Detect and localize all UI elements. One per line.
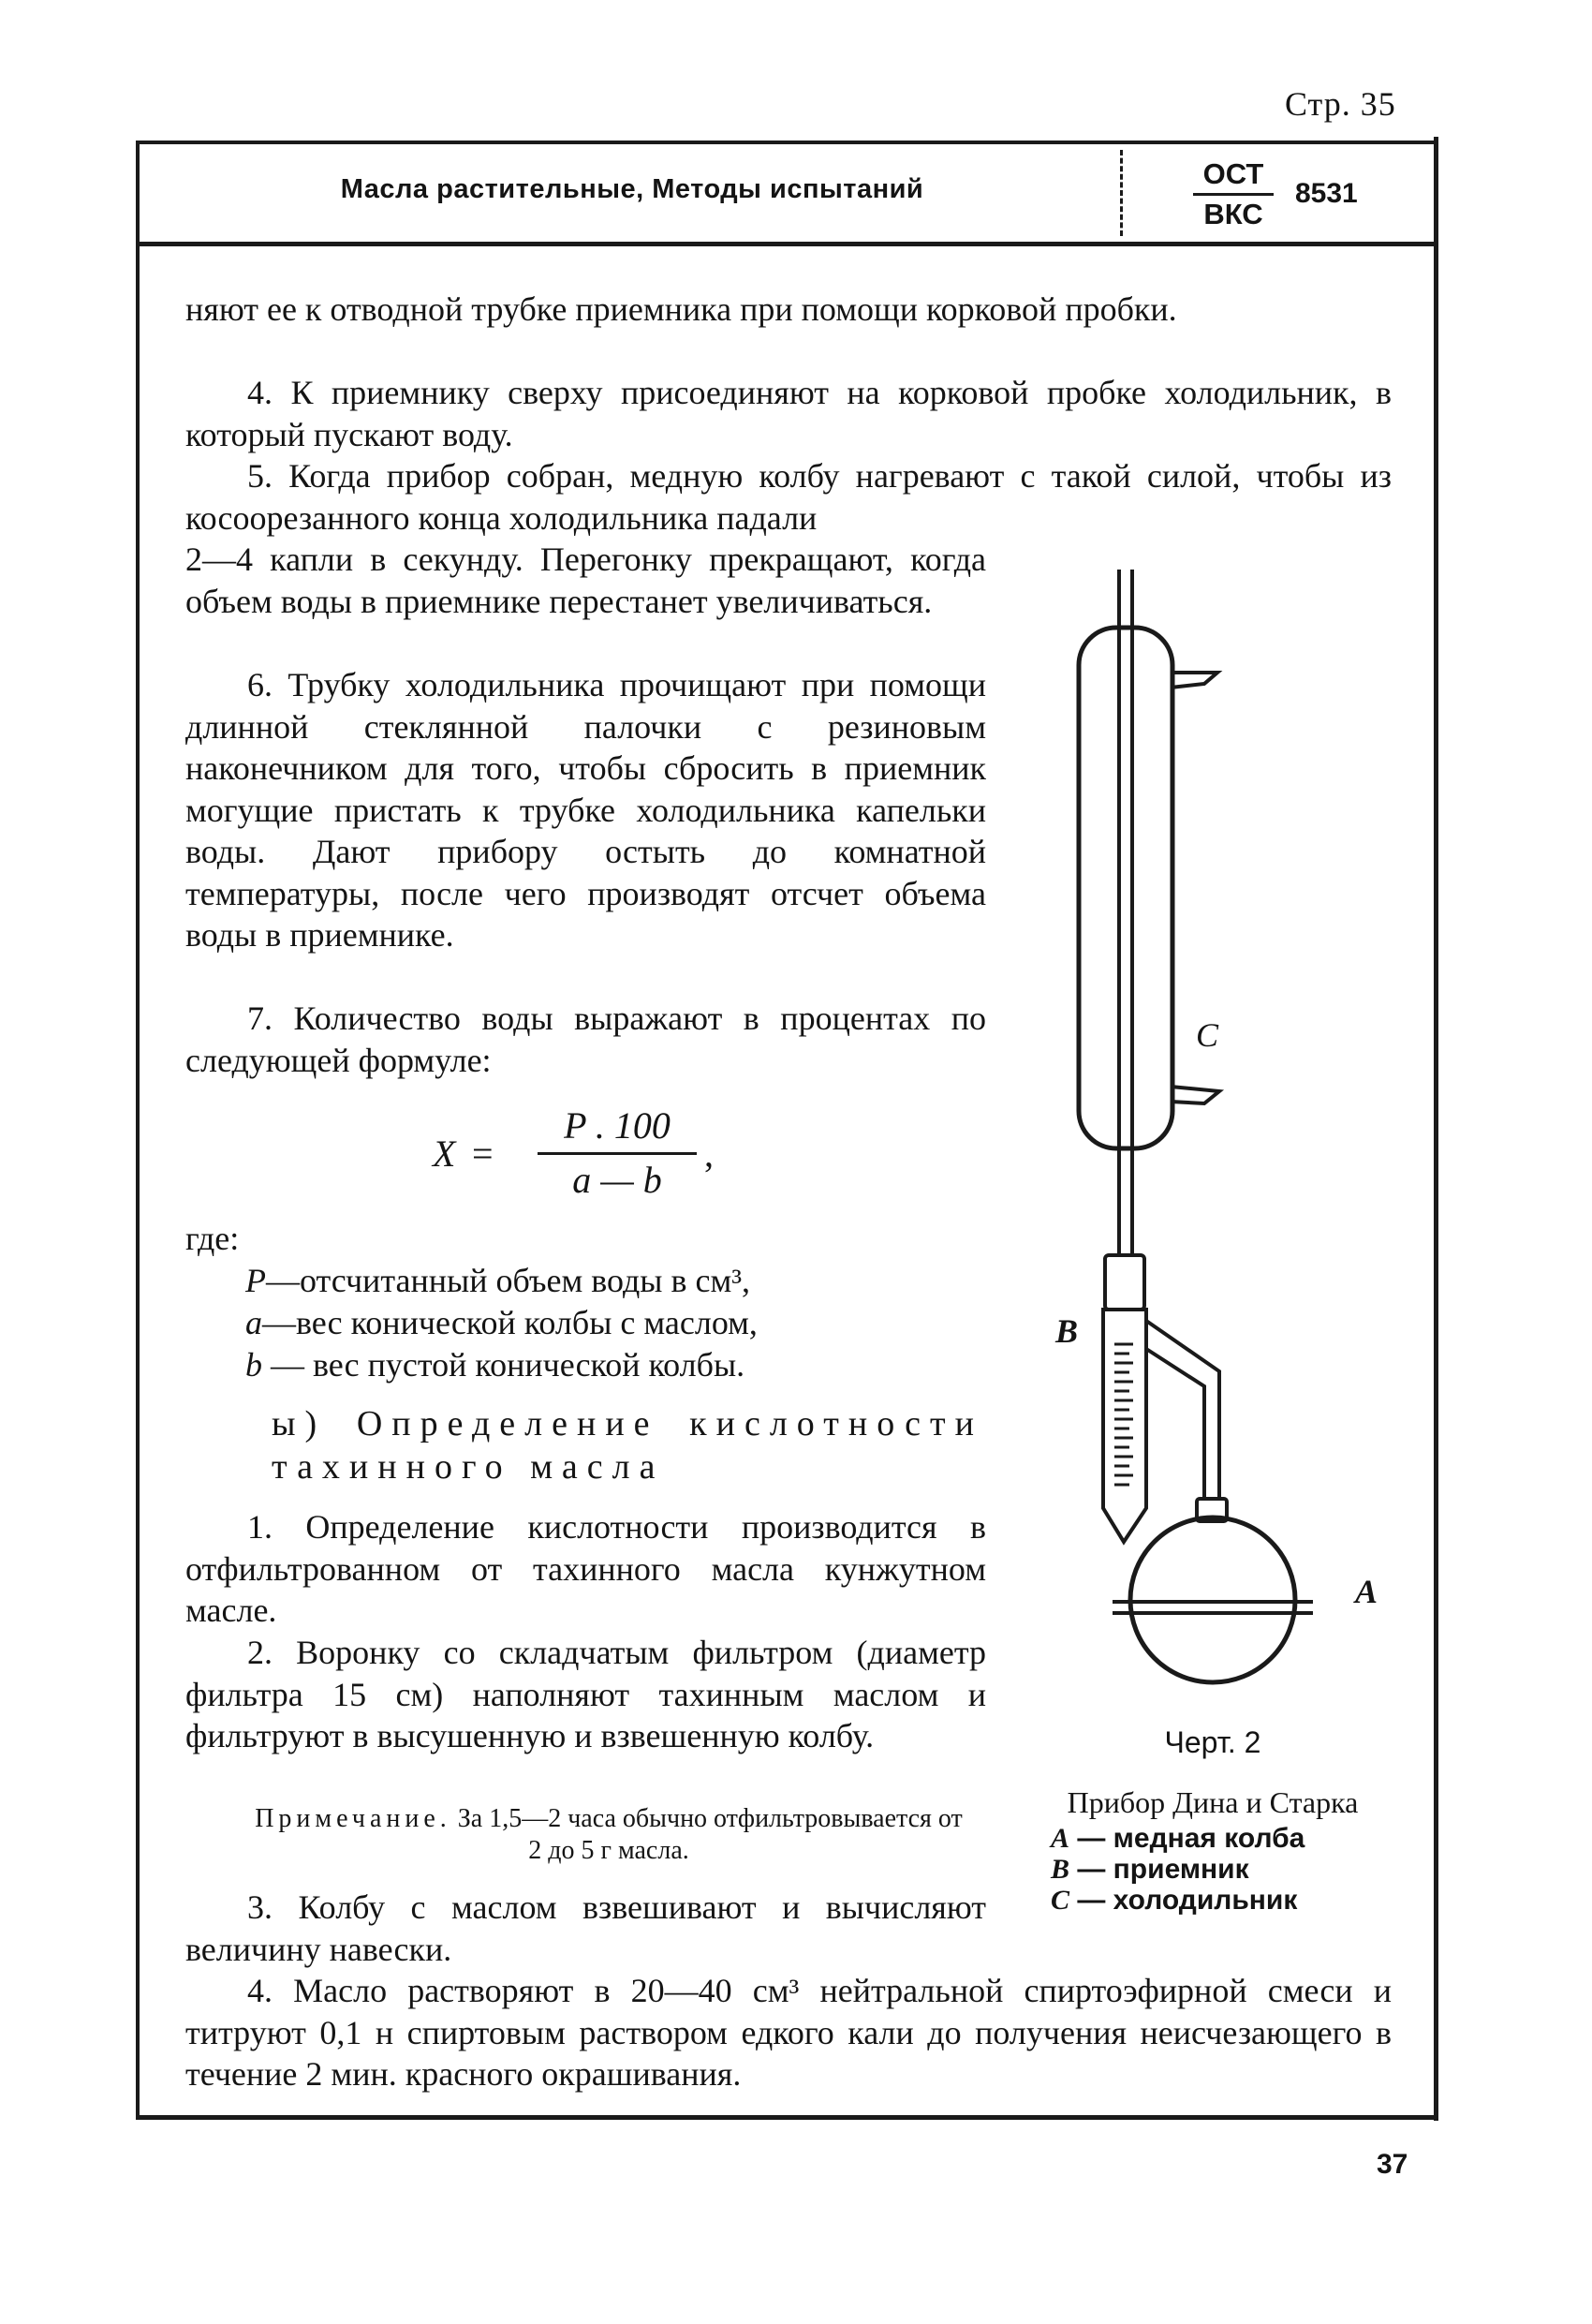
definition-text: —вес конической колбы с маслом, xyxy=(262,1304,758,1341)
figure-label-condenser: C xyxy=(1196,1016,1219,1054)
formula-equals: = xyxy=(472,1132,494,1175)
paragraph-section-1: 1. Определение кислотности производится в отфильтрованном от тахинного масла кунжутном масле. xyxy=(185,1508,986,1629)
paragraph-step-5: 5. Когда прибор собран, медную колбу нагревают с такой силой, чтобы из косоорезанного конца холодильника падали xyxy=(185,457,1392,537)
legend-item xyxy=(1051,1854,1305,1885)
paragraph-step-4: 4. К приемнику сверху присоединяют на корковой пробке холодильник, в который пускают воду. xyxy=(185,374,1392,453)
definition-text: — вес пустой конической колбы. xyxy=(262,1346,745,1384)
top-rule xyxy=(136,141,1438,144)
receiver-side-arm xyxy=(1146,1349,1204,1499)
note-label: Примечание. xyxy=(255,1804,451,1833)
formula xyxy=(433,1103,826,1216)
note xyxy=(253,1803,965,1867)
legend-symbol: C xyxy=(1051,1885,1070,1916)
frame-right xyxy=(1434,137,1438,2121)
standard-numerator: ОСТ xyxy=(1202,157,1264,190)
paragraph-step-5-continued: 2—4 капли в секунду. Перегонку прекращают, когда объем воды в приемнике перестанет увеличиваться. xyxy=(185,540,986,620)
legend-text: — медная колба xyxy=(1069,1823,1305,1854)
definition-symbol: a xyxy=(245,1304,262,1341)
paragraph-section-4: 4. Масло растворяют в 20—40 см³ нейтральной спиртоэфирной смеси и титруют 0,1 н спиртовым раствором едкого кали до получения неисчезающего в течение 2 мин. красного окрашивания. xyxy=(185,1972,1392,2093)
standard-code: 8531 xyxy=(1295,178,1358,209)
figure-caption-title: Черт. 2 xyxy=(1164,1725,1261,1759)
receiver-side-arm xyxy=(1146,1321,1219,1499)
figure-caption-name: Прибор Дина и Старка xyxy=(1067,1785,1359,1819)
definition-text: —отсчитанный объем воды в см³, xyxy=(266,1262,751,1299)
standard-denominator: ВКС xyxy=(1203,198,1263,230)
paragraph-step-7: 7. Количество воды выражают в процентах по следующей формуле: xyxy=(185,999,986,1079)
formula-fraction-bar xyxy=(538,1152,697,1155)
paragraph-section-2: 2. Воронку со складчатым фильтром (диаметр фильтра 15 см) наполняют тахинным маслом и фильтруют в высушенную и взвешенную колбу. xyxy=(185,1634,986,1754)
figure-label-flask: A xyxy=(1355,1573,1378,1610)
figure-label-receiver: B xyxy=(1055,1312,1079,1350)
note-text: За 1,5—2 часа обычно отфильтровывается от 2 до 5 г масла. xyxy=(450,1804,963,1865)
figure-legend xyxy=(1051,1823,1305,1916)
definition-symbol: b xyxy=(245,1346,262,1384)
receiver-graduations xyxy=(1114,1344,1133,1485)
definition-a xyxy=(245,1303,758,1342)
formula-numerator: P . 100 xyxy=(564,1104,671,1147)
condenser-jacket xyxy=(1079,628,1172,1148)
formula-comma: , xyxy=(704,1132,714,1175)
header-divider xyxy=(1120,150,1123,236)
legend-text: — приемник xyxy=(1069,1854,1249,1885)
where-label: где: xyxy=(185,1220,240,1257)
section-heading: ы) Определение кислотности тахинного масла xyxy=(272,1404,983,1487)
paragraph-step-6: 6. Трубку холодильника прочищают при помощи длинной стеклянной палочки с резиновым наконечником для того, чтобы сбросить в приемник могущие пристать к трубке холодильника капельки воды. Дают прибору остыть до комнатной температуры, после чего производят отсчет объема воды в приемнике. xyxy=(185,666,986,954)
formula-lhs: X xyxy=(433,1132,456,1175)
standard-fraction xyxy=(1182,155,1285,233)
definition-p xyxy=(245,1261,750,1300)
page-number-bottom: 37 xyxy=(1377,2149,1408,2180)
page-number-top: Стр. 35 xyxy=(1285,85,1396,123)
header-rule xyxy=(136,242,1438,246)
receiver-tube xyxy=(1105,1255,1144,1310)
definition-symbol: P xyxy=(245,1262,266,1299)
definition-b xyxy=(245,1345,744,1384)
legend-text: — холодильник xyxy=(1069,1885,1298,1916)
paragraph-continuation: няют ее к отводной трубке приемника при помощи корковой пробки. xyxy=(185,290,1177,328)
legend-item xyxy=(1051,1885,1305,1916)
paragraph-section-3: 3. Колбу с маслом взвешивают и вычисляют величину навески. xyxy=(185,1888,986,1968)
condenser-nozzle-top xyxy=(1171,673,1217,688)
condenser-nozzle-bottom xyxy=(1171,1087,1219,1103)
legend-item xyxy=(1051,1823,1305,1854)
bottom-rule xyxy=(136,2115,1438,2120)
dean-stark-apparatus-figure xyxy=(1021,562,1414,1686)
frame-left xyxy=(136,141,140,2119)
legend-symbol: A xyxy=(1051,1823,1070,1854)
legend-symbol: B xyxy=(1051,1854,1070,1885)
formula-denominator: a — b xyxy=(572,1159,662,1201)
header-title: Масла растительные, Методы испытаний xyxy=(340,174,924,204)
